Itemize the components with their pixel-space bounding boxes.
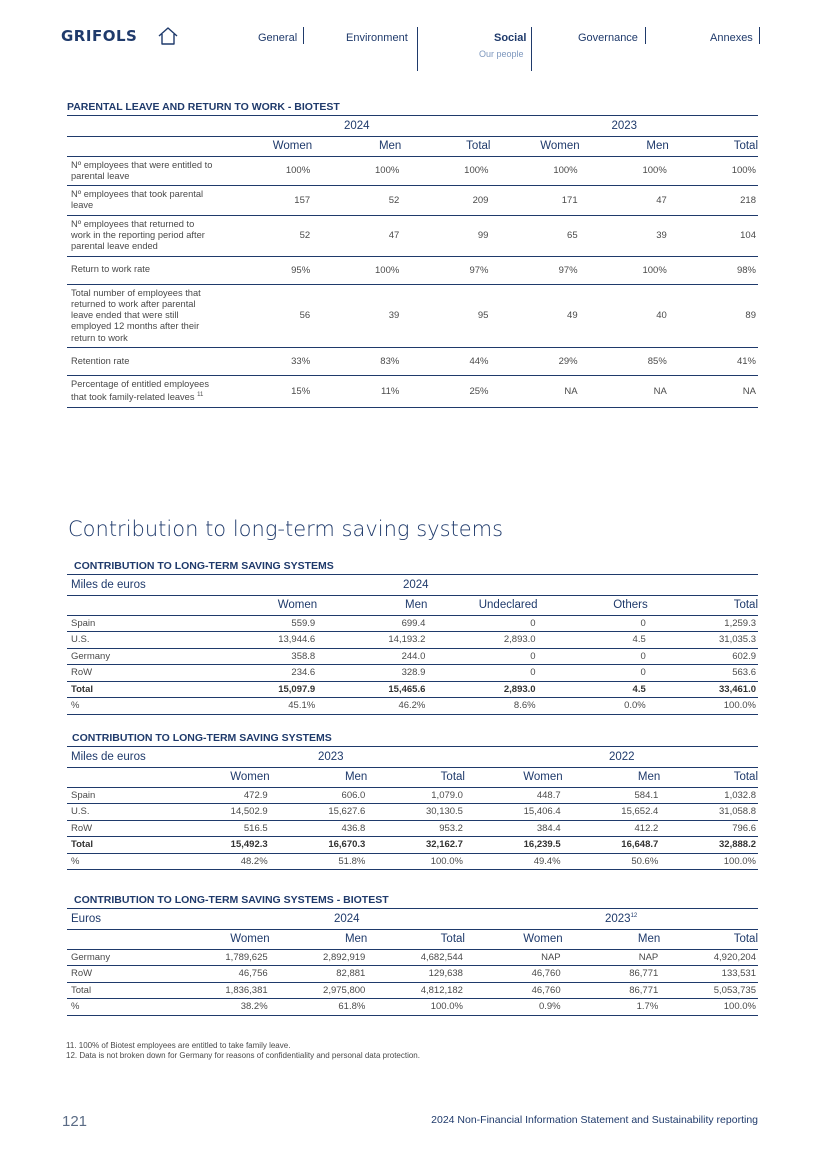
cell-value: 0 <box>427 665 537 682</box>
cell-value: 472.9 <box>172 787 270 804</box>
cell-value: 0.9% <box>465 999 563 1016</box>
cell-value: 83% <box>312 348 401 376</box>
cell-value: 1,789,625 <box>172 949 270 966</box>
cell-value: 100% <box>312 156 401 186</box>
cell-value: 5,053,735 <box>660 982 758 999</box>
grifols-logo[interactable]: GRIFOLS <box>61 27 138 45</box>
cell-value: 133,531 <box>660 966 758 983</box>
cell-value: 46.2% <box>317 698 427 715</box>
cell-value: 65 <box>490 215 579 256</box>
column-header: Men <box>563 767 661 787</box>
nav-governance[interactable]: Governance <box>578 32 638 44</box>
table-row <box>67 648 758 665</box>
table-row <box>67 966 758 983</box>
column-header: Women <box>172 929 270 949</box>
cell-value: 129,638 <box>367 966 465 983</box>
table-row <box>67 837 758 854</box>
cell-value: 39 <box>312 284 401 347</box>
cell-value: 244.0 <box>317 648 427 665</box>
table-row <box>67 256 758 284</box>
year-header: 2023 <box>490 116 758 136</box>
cell-value: 1.7% <box>563 999 661 1016</box>
table-row <box>67 284 758 347</box>
row-label: RoW <box>67 966 172 983</box>
cell-value: 448.7 <box>465 787 563 804</box>
cell-value: 15,406.4 <box>465 804 563 821</box>
footnotes <box>66 1041 420 1061</box>
row-label: % <box>67 698 207 715</box>
cell-value: 95 <box>401 284 490 347</box>
row-label: U.S. <box>67 632 207 649</box>
cell-value: 606.0 <box>270 787 368 804</box>
cell-value: 100% <box>490 156 579 186</box>
column-header: Total <box>367 929 465 949</box>
cell-value: 1,079.0 <box>367 787 465 804</box>
row-label: Total number of employees that returned to work after parental leave ended that were still employed 12 months after their return to work <box>67 284 223 347</box>
column-header: Men <box>270 929 368 949</box>
cell-value: 46,760 <box>465 966 563 983</box>
column-header: Men <box>563 929 661 949</box>
table-row <box>67 156 758 186</box>
cell-value: 41% <box>669 348 758 376</box>
cell-value: 48.2% <box>172 853 270 870</box>
year-header: 2024 <box>172 909 465 929</box>
column-header: Men <box>580 136 669 156</box>
table-row <box>67 787 758 804</box>
table-row <box>67 804 758 821</box>
saving-systems-biotest-table <box>67 894 758 1016</box>
cell-value: 4,920,204 <box>660 949 758 966</box>
cell-value: NAP <box>465 949 563 966</box>
table-row <box>67 698 758 715</box>
row-label: U.S. <box>67 804 172 821</box>
column-header: Total <box>660 767 758 787</box>
row-label: Total <box>67 982 172 999</box>
column-header: Women <box>490 136 579 156</box>
cell-value: 16,648.7 <box>563 837 661 854</box>
cell-value: 100.0% <box>367 853 465 870</box>
cell-value: 584.1 <box>563 787 661 804</box>
cell-value: 328.9 <box>317 665 427 682</box>
nav-divider <box>303 27 304 44</box>
table-row <box>67 949 758 966</box>
row-label: Nº employees that returned to work in the reporting period after parental leave ended <box>67 215 223 256</box>
column-header: Women <box>223 136 312 156</box>
cell-value: 15,465.6 <box>317 681 427 698</box>
row-label: % <box>67 853 172 870</box>
cell-value: 44% <box>401 348 490 376</box>
cell-value: 4.5 <box>538 632 648 649</box>
cell-value: 31,035.3 <box>648 632 758 649</box>
column-header: Women <box>465 767 563 787</box>
cell-value: 40 <box>580 284 669 347</box>
cell-value: 82,881 <box>270 966 368 983</box>
column-header: Undeclared <box>427 595 537 615</box>
column-header: Women <box>207 595 317 615</box>
column-header: Total <box>660 929 758 949</box>
table-title: PARENTAL LEAVE AND RETURN TO WORK - BIOTEST <box>67 101 758 116</box>
row-label: Retention rate <box>67 348 223 376</box>
cell-value: 953.2 <box>367 820 465 837</box>
cell-value: 15,652.4 <box>563 804 661 821</box>
cell-value: 32,162.7 <box>367 837 465 854</box>
cell-value: 52 <box>312 186 401 216</box>
row-label: % <box>67 999 172 1016</box>
cell-value: 559.9 <box>207 615 317 632</box>
column-header: Women <box>465 929 563 949</box>
cell-value: 2,893.0 <box>427 681 537 698</box>
cell-value: 47 <box>312 215 401 256</box>
cell-value: 699.4 <box>317 615 427 632</box>
cell-value: 49.4% <box>465 853 563 870</box>
home-icon[interactable] <box>157 25 179 47</box>
table-row <box>67 681 758 698</box>
cell-value: 86,771 <box>563 966 661 983</box>
row-label: Spain <box>67 787 172 804</box>
nav-general[interactable]: General <box>258 32 298 44</box>
cell-value: 14,193.2 <box>317 632 427 649</box>
cell-value: 563.6 <box>648 665 758 682</box>
cell-value: 100% <box>223 156 312 186</box>
cell-value: 25% <box>401 376 490 408</box>
cell-value: 50.6% <box>563 853 661 870</box>
cell-value: 2,975,800 <box>270 982 368 999</box>
cell-value: 171 <box>490 186 579 216</box>
cell-value: 100.0% <box>648 698 758 715</box>
row-label: Nº employees that were entitled to parental leave <box>67 156 223 186</box>
cell-value: 104 <box>669 215 758 256</box>
table-row <box>67 215 758 256</box>
cell-value: 39 <box>580 215 669 256</box>
cell-value: 47 <box>580 186 669 216</box>
nav-divider <box>531 27 532 71</box>
cell-value: 1,259.3 <box>648 615 758 632</box>
cell-value: 157 <box>223 186 312 216</box>
cell-value: 13,944.6 <box>207 632 317 649</box>
column-header: Total <box>401 136 490 156</box>
row-label: Total <box>67 837 172 854</box>
nav-social-sub[interactable]: Our people <box>479 49 524 59</box>
cell-value: 95% <box>223 256 312 284</box>
cell-value: 89 <box>669 284 758 347</box>
page-number: 121 <box>62 1113 88 1130</box>
footer-title: 2024 Non-Financial Information Statement and Sustainability reporting <box>431 1114 758 1126</box>
cell-value: 99 <box>401 215 490 256</box>
footnote: 12. Data is not broken down for Germany for reasons of confidentiality and personal data protection. <box>66 1051 420 1060</box>
cell-value: 2,893.0 <box>427 632 537 649</box>
cell-value: NA <box>490 376 579 408</box>
cell-value: 0 <box>427 648 537 665</box>
cell-value: 436.8 <box>270 820 368 837</box>
cell-value: 97% <box>401 256 490 284</box>
table-row <box>67 820 758 837</box>
row-label: Nº employees that took parental leave <box>67 186 223 216</box>
cell-value: 11% <box>312 376 401 408</box>
cell-value: 100.0% <box>660 853 758 870</box>
year-header: 2023$^{12}$ <box>465 909 758 929</box>
cell-value: 602.9 <box>648 648 758 665</box>
row-label: RoW <box>67 665 207 682</box>
cell-value: 100.0% <box>660 999 758 1016</box>
cell-value: 86,771 <box>563 982 661 999</box>
table-title: CONTRIBUTION TO LONG-TERM SAVING SYSTEMS <box>67 560 758 575</box>
cell-value: NAP <box>563 949 661 966</box>
saving-systems-2023-table <box>67 732 758 870</box>
cell-value: 15% <box>223 376 312 408</box>
cell-value: 209 <box>401 186 490 216</box>
cell-value: 31,058.8 <box>660 804 758 821</box>
nav-divider <box>759 27 760 44</box>
table-title: CONTRIBUTION TO LONG-TERM SAVING SYSTEMS <box>67 732 758 747</box>
cell-value: 51.8% <box>270 853 368 870</box>
year-header: 2024 <box>223 116 490 136</box>
saving-systems-2024-table <box>67 560 758 715</box>
table-row <box>67 853 758 870</box>
cell-value: 234.6 <box>207 665 317 682</box>
row-label: Germany <box>67 949 172 966</box>
cell-value: 0 <box>538 648 648 665</box>
unit-label: Miles de euros <box>67 747 172 767</box>
cell-value: 16,670.3 <box>270 837 368 854</box>
table-row <box>67 632 758 649</box>
cell-value: 100.0% <box>367 999 465 1016</box>
cell-value: 516.5 <box>172 820 270 837</box>
cell-value: 29% <box>490 348 579 376</box>
section-title: Contribution to long-term saving systems <box>68 517 504 541</box>
table-row <box>67 186 758 216</box>
cell-value: 2,892,919 <box>270 949 368 966</box>
cell-value: 0 <box>538 615 648 632</box>
cell-value: 0 <box>427 615 537 632</box>
cell-value: 0 <box>538 665 648 682</box>
cell-value: 796.6 <box>660 820 758 837</box>
unit-label: Miles de euros <box>67 575 207 595</box>
table-row <box>67 665 758 682</box>
nav-divider <box>645 27 646 44</box>
cell-value: 30,130.5 <box>367 804 465 821</box>
table-row <box>67 999 758 1016</box>
nav-divider <box>417 27 418 71</box>
cell-value: 14,502.9 <box>172 804 270 821</box>
column-header: Men <box>270 767 368 787</box>
row-label: Percentage of entitled employees that took family-related leaves $^{11}$ <box>67 376 223 408</box>
nav-environment[interactable]: Environment <box>346 32 408 44</box>
column-header: Total <box>648 595 758 615</box>
row-label: Germany <box>67 648 207 665</box>
cell-value: 46,760 <box>465 982 563 999</box>
year-header: 2022 <box>465 747 758 767</box>
cell-value: 52 <box>223 215 312 256</box>
cell-value: 4,812,182 <box>367 982 465 999</box>
cell-value: 15,627.6 <box>270 804 368 821</box>
cell-value: 4.5 <box>538 681 648 698</box>
cell-value: 38.2% <box>172 999 270 1016</box>
cell-value: 15,492.3 <box>172 837 270 854</box>
year-header: 2024 <box>207 575 758 595</box>
cell-value: 16,239.5 <box>465 837 563 854</box>
table-row <box>67 376 758 408</box>
cell-value: 33,461.0 <box>648 681 758 698</box>
cell-value: 1,836,381 <box>172 982 270 999</box>
table-row <box>67 615 758 632</box>
table-row <box>67 982 758 999</box>
cell-value: 100% <box>669 156 758 186</box>
unit-label: Euros <box>67 909 172 929</box>
table-row <box>67 348 758 376</box>
column-header: Total <box>367 767 465 787</box>
column-header: Men <box>312 136 401 156</box>
cell-value: 56 <box>223 284 312 347</box>
cell-value: 218 <box>669 186 758 216</box>
column-header: Total <box>669 136 758 156</box>
column-header: Others <box>538 595 648 615</box>
cell-value: 4,682,544 <box>367 949 465 966</box>
table-title: CONTRIBUTION TO LONG-TERM SAVING SYSTEMS - BIOTEST <box>67 894 758 909</box>
cell-value: 100% <box>580 156 669 186</box>
row-label: Total <box>67 681 207 698</box>
row-label: RoW <box>67 820 172 837</box>
row-label: Return to work rate <box>67 256 223 284</box>
cell-value: NA <box>669 376 758 408</box>
row-label: Spain <box>67 615 207 632</box>
cell-value: 412.2 <box>563 820 661 837</box>
cell-value: 384.4 <box>465 820 563 837</box>
parental-leave-table <box>67 101 758 408</box>
cell-value: 100% <box>580 256 669 284</box>
footnote: 11. 100% of Biotest employees are entitled to take family leave. <box>66 1041 291 1050</box>
cell-value: 32,888.2 <box>660 837 758 854</box>
nav-annexes[interactable]: Annexes <box>710 32 753 44</box>
cell-value: 98% <box>669 256 758 284</box>
cell-value: 8.6% <box>427 698 537 715</box>
cell-value: 100% <box>401 156 490 186</box>
column-header: Men <box>317 595 427 615</box>
cell-value: 15,097.9 <box>207 681 317 698</box>
nav-social[interactable]: Social <box>494 32 527 44</box>
cell-value: 1,032.8 <box>660 787 758 804</box>
cell-value: 46,756 <box>172 966 270 983</box>
cell-value: 358.8 <box>207 648 317 665</box>
cell-value: 85% <box>580 348 669 376</box>
cell-value: NA <box>580 376 669 408</box>
cell-value: 0.0% <box>538 698 648 715</box>
year-header: 2023 <box>172 747 465 767</box>
cell-value: 45.1% <box>207 698 317 715</box>
cell-value: 100% <box>312 256 401 284</box>
column-header: Women <box>172 767 270 787</box>
cell-value: 33% <box>223 348 312 376</box>
cell-value: 97% <box>490 256 579 284</box>
cell-value: 49 <box>490 284 579 347</box>
cell-value: 61.8% <box>270 999 368 1016</box>
